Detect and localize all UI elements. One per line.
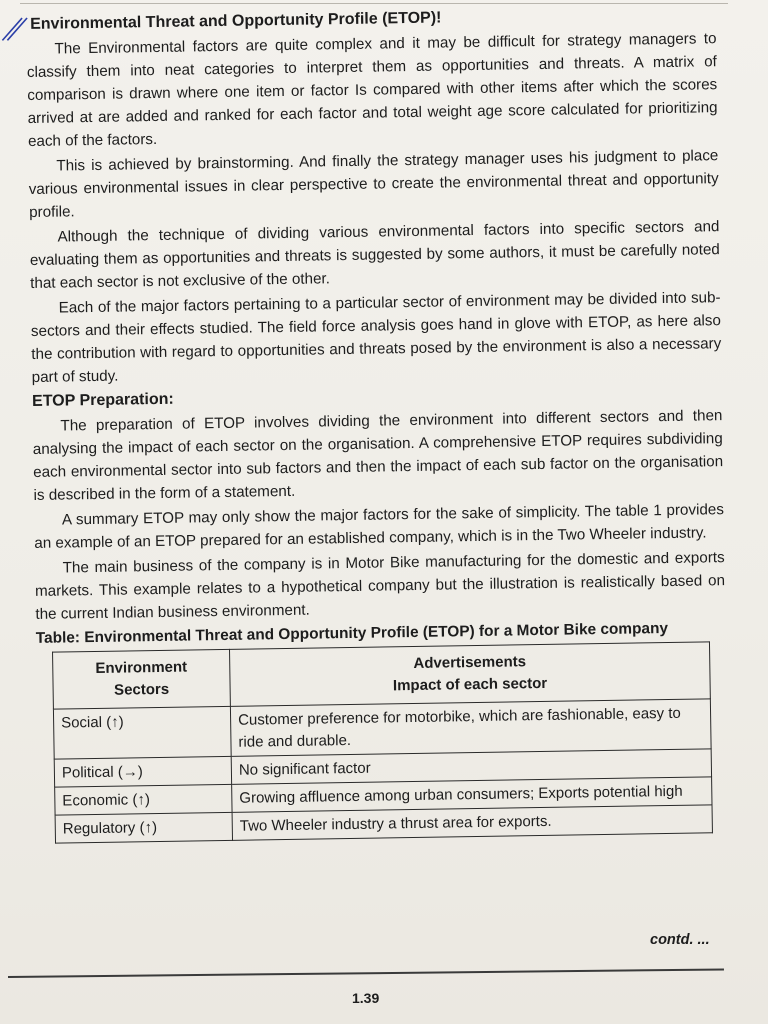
header-impact-line1: Advertisements [413,653,527,672]
row-sector: Political (→) [54,756,231,787]
row-sector: Economic (↑) [55,784,232,815]
table-title: Table: Environmental Threat and Opportunity Profile (ETOP) for a Motor Bike company [35,619,669,647]
row-impact: Growing affluence among urban consumers; Exports potential high [232,777,712,813]
paragraph-3: Although the technique of dividing various environmental factors into specific sectors and evaluating them as opportunities and threats is suggested by some authors, it must be carefully noted that each sector is not exclusive of the other. [29,218,720,292]
row-impact: Two Wheeler industry a thrust area for exports. [232,805,712,841]
row-impact: No significant factor [231,749,711,785]
header-impact [230,642,711,707]
etop-table [52,641,713,843]
paragraph-6: A summary ETOP may only show the major factors for the sake of simplicity. The table 1 provides an example of an ETOP prepared for an established company, which is in the Two Wheeler industry. [34,501,725,552]
row-impact: Customer preference for motorbike, which are fashionable, easy to ride and durable. [230,699,711,757]
page-number: 1.39 [352,990,380,1006]
page-content [26,3,729,844]
header-impact-line2: Impact of each sector [392,674,548,695]
row-sector: Regulatory (↑) [55,812,232,843]
paragraph-1: The Environmental factors are quite complex and it may be difficult for strategy managers to classify them into neat categories to interpret them as opportunities and threats. A matrix of comparison is drawn where one item or factor Is compared with other items after which the scores arrived at are added and ranked for each factor and total weight age score calculated for prioritizing each of the factors. [26,30,718,150]
subheading: ETOP Preparation: [31,390,174,410]
header-sectors-line1: Environment [95,658,188,677]
paragraph-5: The preparation of ETOP involves dividing the environment into different sectors and then analysing the impact of each sector on the organisation. A comprehensive ETOP requires subdividing each environmental sector into sub factors and then the impact of each sub factor on the organisation is described in the form of a statement. [32,407,724,504]
row-sector: Social (↑) [53,706,231,759]
section-heading: Environmental Threat and Opportunity Profile (ETOP)! [30,9,442,33]
paragraph-7: The main business of the company is in Motor Bike manufacturing for the domestic and exports markets. This example relates to a hypothetical company but the illustration is realistically based on the current Indian business environment. [34,549,726,623]
paragraph-2: This is achieved by brainstorming. And finally the strategy manager uses his judgment to place various environmental issues in clear perspective to create the environmental threat and opportunity profile. [28,147,719,221]
header-sectors-line2: Sectors [113,680,170,699]
header-sectors [53,649,231,709]
bottom-rule [8,969,724,978]
table-header-row [53,642,711,709]
pen-mark-icon [0,16,30,42]
paragraph-4: Each of the major factors pertaining to a particular sector of environment may be divided into sub-sectors and their effects studied. The field force analysis goes hand in glove with ETOP, as here also the contribution with regard to opportunities and threats posed by the environment is also a necessary part of study. [30,289,722,386]
continued-marker: contd. ... [650,932,710,948]
